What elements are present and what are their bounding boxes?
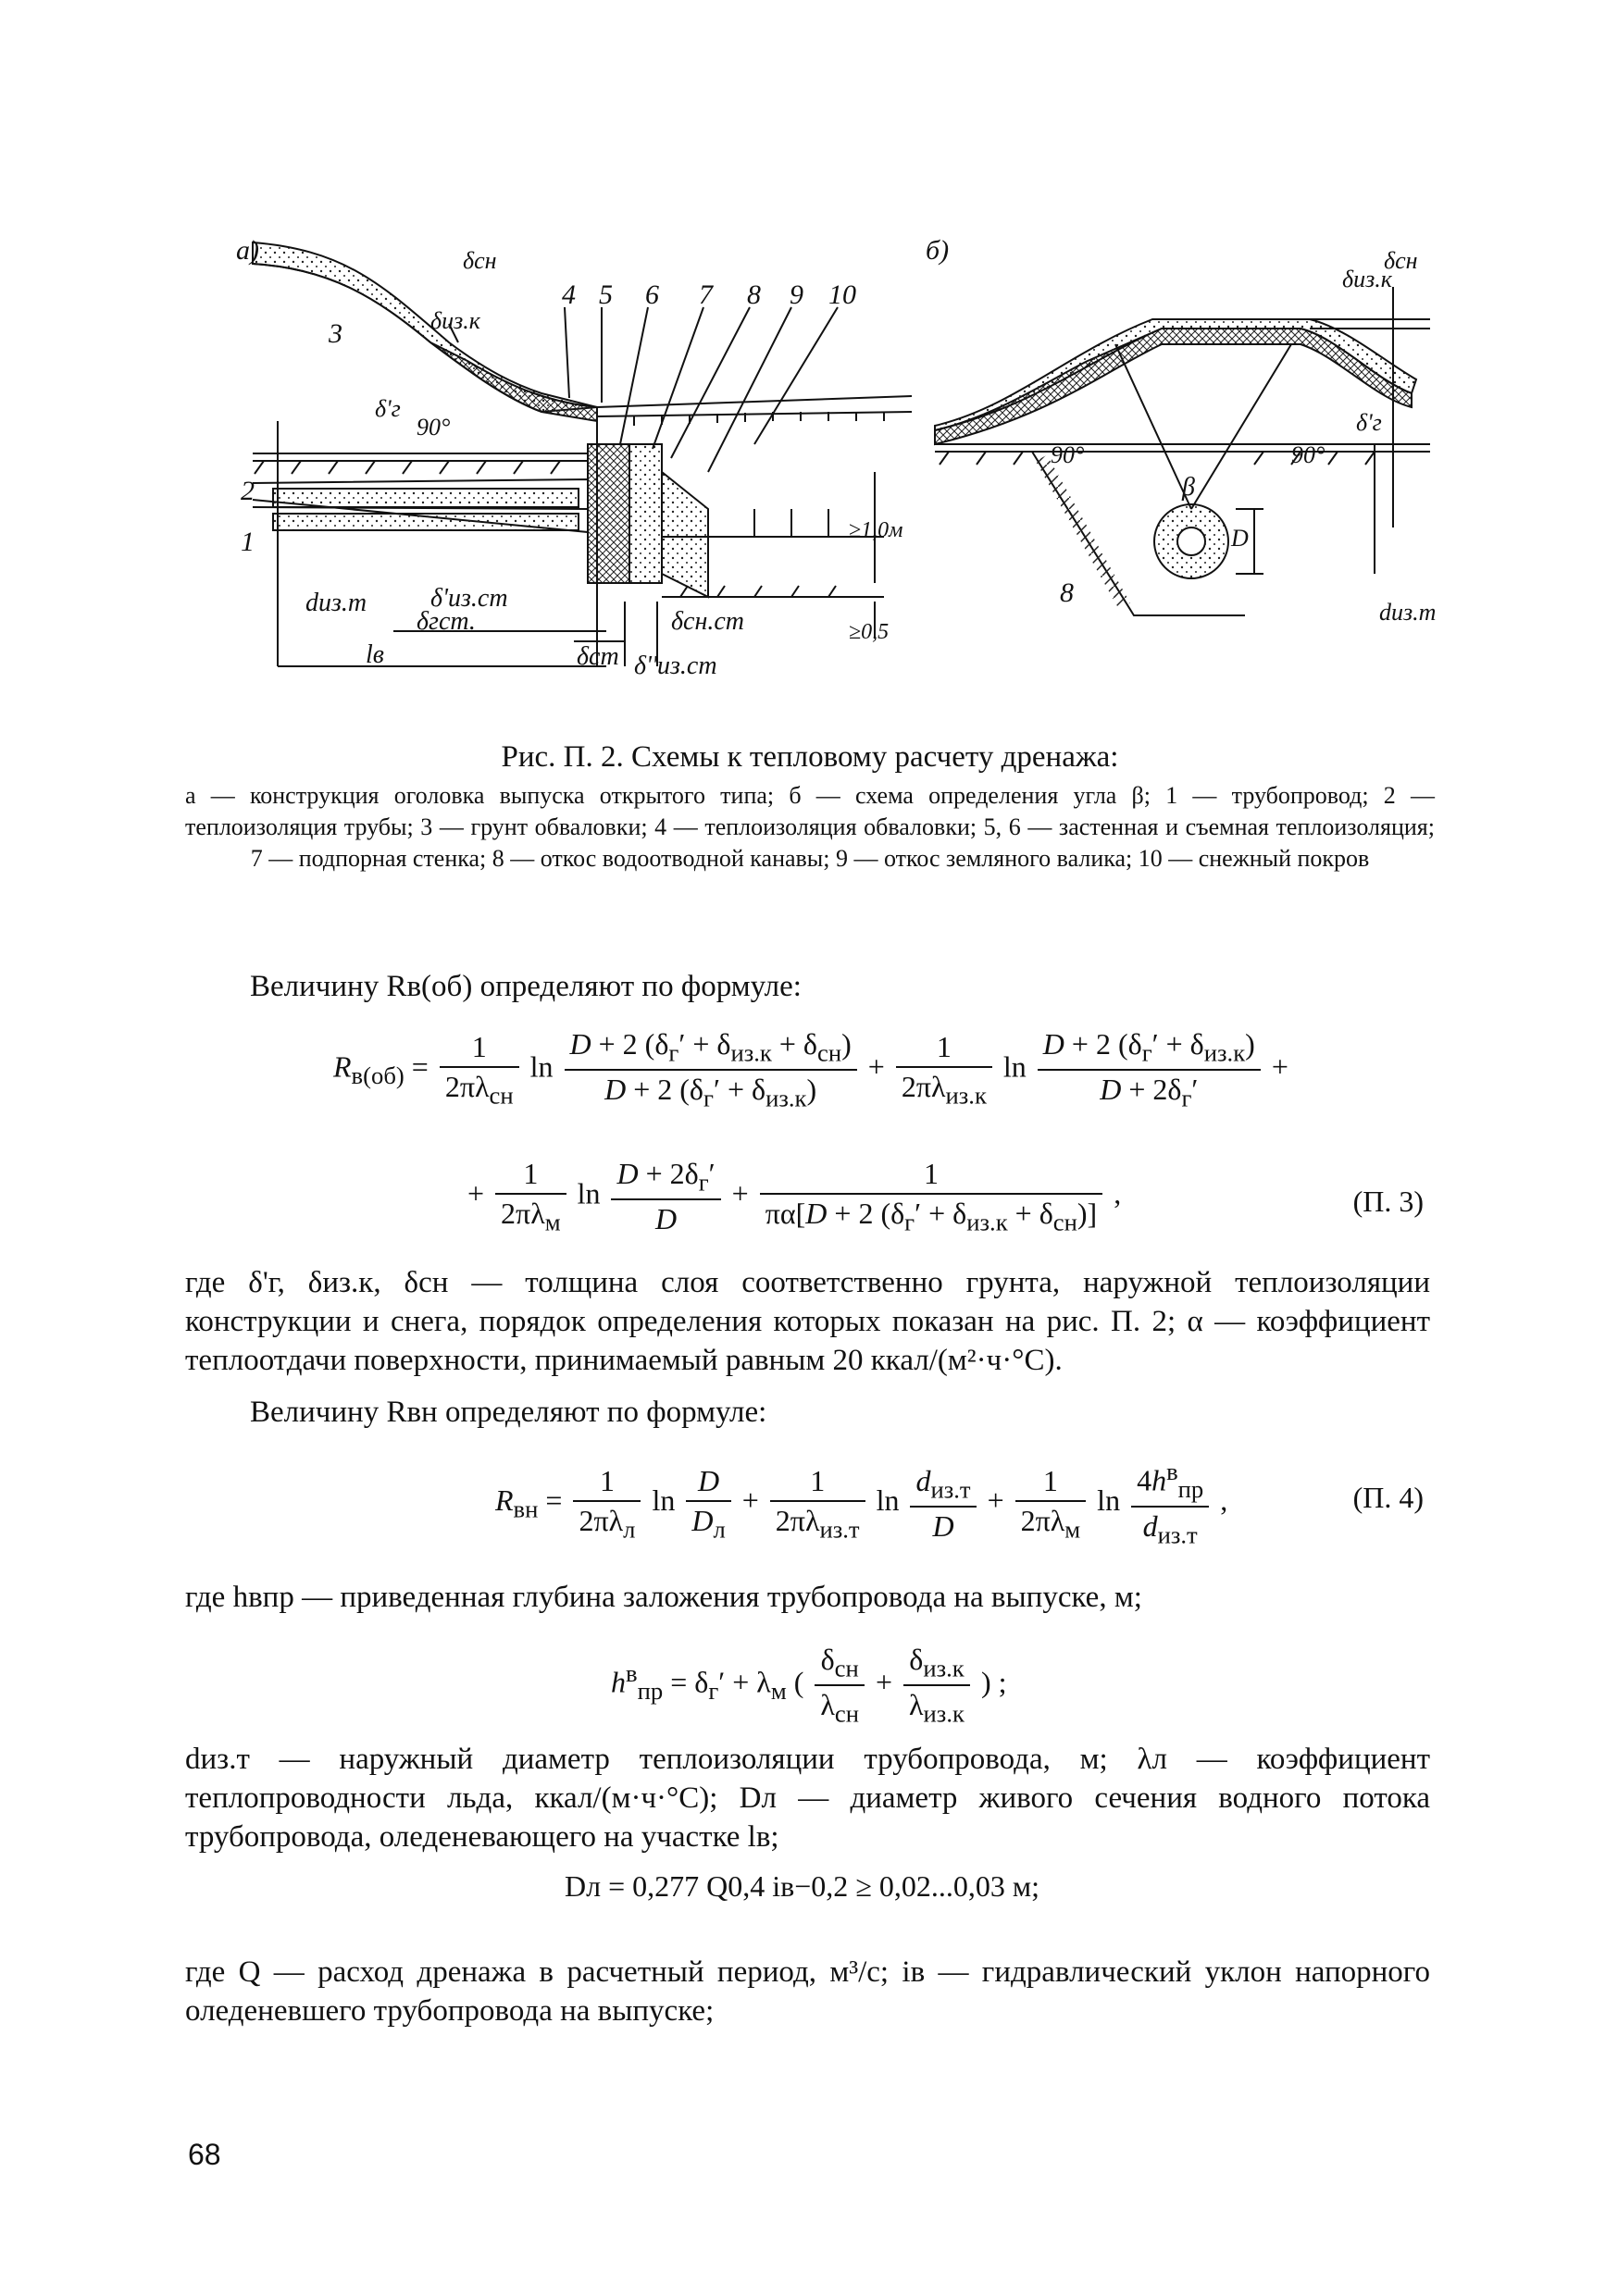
callout-b-8: 8: [1060, 577, 1074, 608]
formula-h-pr: $h^в_{пр} = \delta_г' + \lambda_м$ ( $\frac{\delta_{сн}}{\lambda_{сн}}$ + $\frac{\delta_{из.к}}{\lambda_{из.к}}$ ) ;: [611, 1643, 1007, 1728]
dim-d-iz-t: dиз.т: [305, 589, 367, 617]
dim-b-delta-g: δ'г: [1356, 409, 1382, 436]
callout-8: 8: [747, 279, 761, 310]
paragraph-intro-rvn: Величину Rвн определяют по формуле:: [250, 1396, 767, 1429]
paragraph-where-h: где hвпр — приведенная глубина заложения трубопровода на выпуске, м;: [185, 1581, 1142, 1614]
dim-delta-g: δ'г: [375, 395, 401, 422]
dim-depth-05: ≥0,5: [849, 620, 890, 644]
dim-l-v: lв: [366, 640, 384, 669]
dim-b-angle-right: 90°: [1291, 441, 1326, 468]
figure-drainage-schemes: [236, 231, 1437, 713]
dim-b-d-iz-t: dиз.т: [1379, 599, 1437, 626]
formula-p3-line2: + $\frac{1}{2\pi\lambda_м}$ ln $\frac{D + 2\delta_г'}{D}$ + $\frac{1}{\pi\alpha[D + 2 (\delta_г' + \delta_{из.к} + \delta_{сн})]}$ ,: [467, 1157, 1122, 1236]
dim-b-delta-iz-k: δиз.к: [1342, 266, 1392, 292]
page-number: 68: [188, 2138, 221, 2171]
figure-part-b: [935, 287, 1430, 615]
label-a: а): [236, 235, 259, 266]
figure-caption: [185, 740, 1435, 875]
dim-delta-sn-st: δсн.ст: [671, 607, 744, 636]
callout-10: 10: [828, 279, 856, 310]
callout-6: 6: [645, 279, 659, 310]
dim-depth-1m: ≥1,0м: [849, 518, 903, 542]
paragraph-where-deltas: где δ'г, δиз.к, δсн — толщина слоя соответственно грунта, наружной теплоизоляции конструкции и снега, порядок определения которых показан на рис. П. 2; α — коэффициент теплоотдачи поверхности, принимаемый равным 20 ккал/(м²·ч·°С).: [185, 1266, 1430, 1377]
callout-1: 1: [241, 527, 255, 557]
callout-7: 7: [699, 279, 713, 310]
callout-2: 2: [241, 476, 255, 506]
dim-delta-st: δст: [577, 642, 619, 671]
dim-b-beta: β: [1182, 473, 1195, 502]
callout-4: 4: [562, 279, 576, 310]
paragraph-where-q: где Q — расход дренажа в расчетный период, м³/с; iв — гидравлический уклон напорного оледеневшего трубопровода на выпуске;: [185, 1955, 1430, 2028]
caption-body: а — конструкция оголовка выпуска открытого типа; б — схема определения угла β; 1 — трубопровод; 2 — теплоизоляция трубы; 3 — грунт обваловки; 4 — теплоизоляция обваловки; 5, 6 — застенная и съемная теплоизоляция; 7 — подпорная стенка; 8 — откос водоотводной канавы; 9 — откос земляного валика; 10 — снежный покров: [185, 782, 1435, 872]
formula-p3-line1: $R_{в(об)}$ = $\frac{1}{2\pi\lambda_{сн}}$ ln $\frac{D + 2 (\delta_г' + \delta_{из.к} + \delta_{сн})}{D + 2 (\delta_г' + \delta_{из.к})}$ + $\frac{1}{2\pi\lambda_{из.к}}$ ln $\frac{D + 2 (\delta_г' + \delta_{из.к})}{D + 2\delta_г'}$ +: [333, 1027, 1288, 1112]
dim-delta-iz-st: δ'из.ст: [430, 584, 508, 613]
dim-angle-90-a: 90°: [417, 414, 451, 441]
dim-delta-iz-k: δиз.к: [430, 307, 480, 334]
dim-delta-iz-st-2: δ''из.ст: [634, 652, 717, 680]
dim-delta-gst: δгст.: [417, 607, 476, 636]
dim-b-delta-sn: δсн: [1384, 247, 1418, 274]
formula-d-l: Dл = 0,277 Q0,4 iв−0,2 ≥ 0,02...0,03 м;: [565, 1869, 1039, 1903]
dim-b-angle-left: 90°: [1051, 441, 1085, 468]
dim-delta-sn: δсн: [463, 247, 497, 274]
dim-b-D: D: [1231, 525, 1249, 552]
figure-part-a-labels: [236, 235, 903, 680]
label-b: б): [926, 235, 950, 266]
callout-9: 9: [790, 279, 803, 310]
equation-number-p3: (П. 3): [1352, 1185, 1424, 1218]
equation-number-p4: (П. 4): [1352, 1481, 1424, 1514]
formula-p4: $R_{вн}$ = $\frac{1}{2\pi\lambda_л}$ ln $\frac{D}{D_л}$ + $\frac{1}{2\pi\lambda_{из.т}}$ ln $\frac{d_{из.т}}{D}$ + $\frac{1}{2\pi\lambda_м}$ ln $\frac{4h^в_{пр}}{d_{из.т}}$ ,: [495, 1458, 1228, 1549]
callout-3: 3: [329, 318, 342, 349]
paragraph-d-iz-t: dиз.т — наружный диаметр теплоизоляции трубопровода, м; λл — коэффициент теплопроводности льда, ккал/(м·ч·°С); Dл — диаметр живого сечения водного потока трубопровода, оледеневающего на участке lв;: [185, 1743, 1430, 1854]
callout-5: 5: [599, 279, 613, 310]
caption-title: Рис. П. 2. Схемы к тепловому расчету дренажа:: [501, 740, 1119, 774]
paragraph-intro-rvob: Величину Rв(об) определяют по формуле:: [250, 970, 802, 1003]
